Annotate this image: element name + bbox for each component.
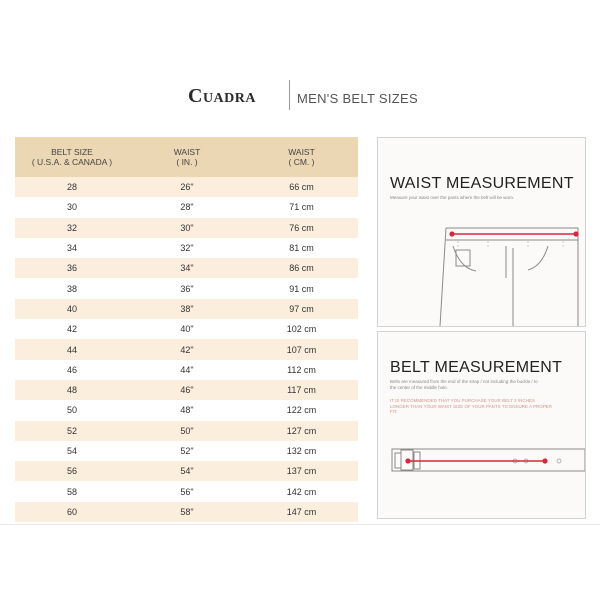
- belt-size-cell: 48: [66, 385, 77, 396]
- waist-cm-cell: 117 cm: [287, 385, 316, 396]
- belt-measurement-panel: [377, 331, 586, 519]
- footer-divider: [0, 524, 600, 525]
- brand-logo: Cuadra: [188, 85, 256, 107]
- belt-size-cell: 58: [66, 486, 77, 497]
- table-row: [15, 502, 358, 522]
- waist-in-cell: 30": [180, 222, 194, 233]
- table-header: [15, 137, 358, 177]
- table-row: [15, 238, 358, 258]
- waist-measurement-panel: [377, 137, 586, 327]
- waist-in-cell: 32": [180, 243, 194, 254]
- waist-in-cell: 52": [180, 446, 194, 456]
- belt-size-cell: 44: [66, 344, 77, 355]
- page-title: MEN'S BELT SIZES: [297, 91, 418, 106]
- table-row: [15, 380, 358, 400]
- table-row: [15, 218, 358, 238]
- table-row: [15, 278, 358, 298]
- table-row: [15, 461, 358, 481]
- waist-cm-cell: 76 cm: [289, 222, 314, 233]
- belt-size-cell: 50: [66, 405, 77, 416]
- size-table: [15, 137, 358, 522]
- table-row: [15, 258, 358, 278]
- waist-in-cell: 54": [180, 466, 194, 477]
- belt-size-cell: 28: [66, 182, 77, 193]
- table-body: [15, 177, 358, 522]
- header-waist-cm: WAIST ( CM. ): [288, 147, 315, 167]
- waist-measurement-note: Measure your waist over the pants where the belt will be worn.: [390, 195, 515, 200]
- waist-cm-cell: 91 cm: [289, 283, 314, 294]
- belt-size-cell: 46: [66, 364, 77, 375]
- belt-measurement-note: Belts are measured from the end of the strap / not including the buckle / to the center of the middle hole.: [390, 379, 538, 390]
- belt-size-cell: 52: [66, 425, 77, 436]
- belt-size-cell: 36: [66, 263, 77, 274]
- waist-end-dot: [573, 231, 578, 236]
- waist-cm-cell: 86 cm: [289, 263, 314, 274]
- belt-size-cell: 38: [66, 283, 77, 294]
- waist-cm-cell: 112 cm: [287, 364, 316, 375]
- belt-size-cell: 34: [66, 243, 77, 254]
- waist-start-dot: [449, 231, 454, 236]
- waist-in-cell: 36": [180, 283, 194, 294]
- waist-cm-cell: 81 cm: [289, 243, 314, 254]
- waist-cm-cell: 107 cm: [286, 344, 317, 355]
- belt-recommendation-note: IT IS RECOMMENDED THAT YOU PURCHASE YOUR BELT 2 INCHES LONGER THAN YOUR WAIST SIZE OF YOUR PANTS TO ENSURE A PROPER FIT.: [390, 398, 553, 414]
- waist-cm-cell: 71 cm: [289, 202, 314, 213]
- belt-size-cell: 60: [66, 506, 77, 517]
- table-row: [15, 319, 358, 339]
- header-divider: [289, 80, 290, 110]
- waist-in-cell: 38": [180, 303, 194, 314]
- table-row: [15, 177, 358, 197]
- waist-measurement-title: WAIST MEASUREMENT: [390, 175, 574, 192]
- belt-size-cell: 54: [66, 446, 77, 456]
- waist-cm-cell: 132 cm: [286, 446, 317, 456]
- waist-cm-cell: 97 cm: [289, 303, 314, 314]
- waist-in-cell: 58": [180, 506, 194, 517]
- waist-cm-cell: 66 cm: [289, 182, 314, 193]
- header-belt-size: BELT SIZE ( U.S.A. & CANADA ): [31, 147, 113, 167]
- waist-in-cell: 34": [180, 263, 194, 274]
- pants-illustration: [378, 138, 585, 326]
- table-row: [15, 197, 358, 217]
- table-row: [15, 481, 358, 501]
- table-row: [15, 360, 358, 380]
- waist-cm-cell: 137 cm: [286, 466, 317, 477]
- belt-illustration: [378, 332, 585, 518]
- header-waist-in: WAIST ( IN. ): [173, 147, 201, 167]
- belt-measurement-title: BELT MEASUREMENT: [390, 359, 563, 376]
- table-row: [15, 441, 358, 461]
- waist-in-cell: 44": [180, 364, 194, 375]
- waist-cm-cell: 122 cm: [286, 405, 317, 416]
- belt-middle-hole-dot: [542, 458, 547, 463]
- waist-in-cell: 50": [180, 425, 194, 436]
- waist-cm-cell: 142 cm: [286, 486, 317, 497]
- table-row: [15, 339, 358, 359]
- table-row: [15, 299, 358, 319]
- table-row: [15, 400, 358, 420]
- belt-size-cell: 32: [66, 222, 77, 233]
- waist-in-cell: 56": [180, 486, 194, 497]
- waist-cm-cell: 127 cm: [286, 425, 317, 436]
- table-row: [15, 421, 358, 441]
- belt-start-dot: [405, 458, 410, 463]
- waist-in-cell: 42": [180, 344, 194, 355]
- waist-in-cell: 48": [180, 405, 194, 416]
- belt-size-cell: 56: [66, 466, 77, 477]
- waist-in-cell: 40": [180, 324, 194, 335]
- waist-in-cell: 26": [180, 182, 194, 193]
- waist-in-cell: 46": [180, 385, 194, 396]
- waist-in-cell: 28": [180, 202, 194, 213]
- waist-cm-cell: 147 cm: [286, 506, 317, 517]
- belt-size-cell: 30: [66, 202, 77, 213]
- waist-cm-cell: 102 cm: [286, 324, 317, 335]
- belt-size-cell: 42: [66, 324, 77, 335]
- belt-size-cell: 40: [66, 303, 77, 314]
